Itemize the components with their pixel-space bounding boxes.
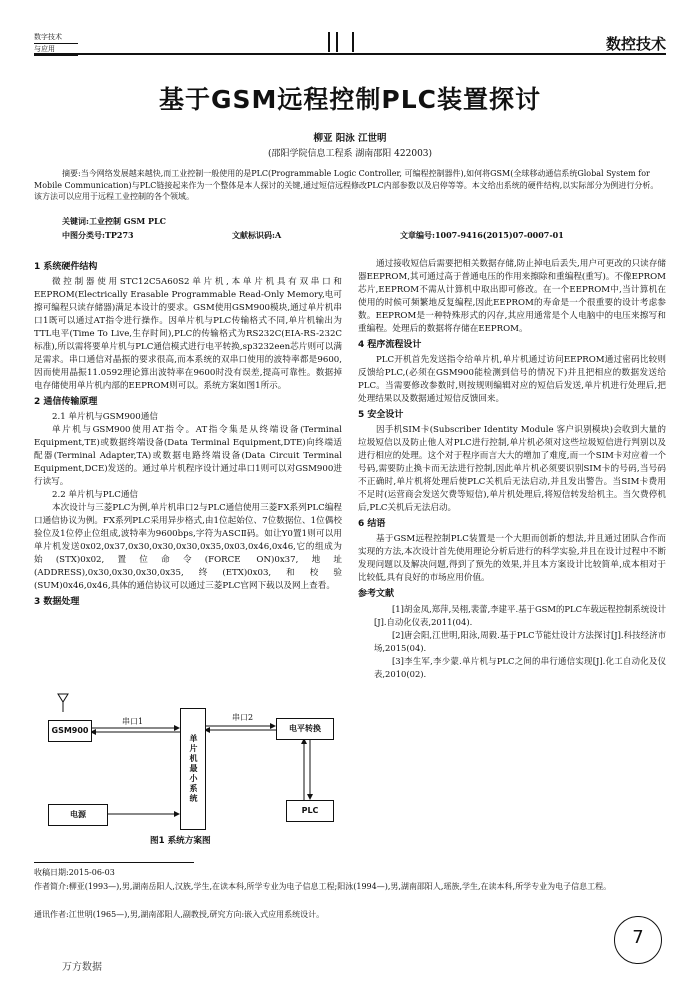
power-box: 电源	[48, 804, 108, 826]
authors: 柳亚 阳泳 江世明	[313, 133, 387, 144]
abstract: 摘要:当今网络发展越来越快,而工业控制一般使用的是PLC(Programmable Logic Controller, 可编程控制器件),如何将GSM(全球移动通信系统Global System for Mobile Communication)与PLC链接起来作为一个整体是本人探讨的关键,通过短信远程修改PLC内部参数以及启停等等。本文给出系统的硬件结构,以实际部分为例进行分析。该方法可以应用于远程工业控制的各个领域。	[34, 169, 659, 202]
affiliation: (邵阳学院信息工程系 湖南邵阳 422003)	[267, 149, 433, 159]
subsection-2-1: 2.1 单片机与GSM900通信	[52, 412, 158, 422]
section-heading-1: 1 系统硬件结构	[34, 262, 98, 272]
keywords: 关键词:工业控制 GSM PLC	[62, 216, 166, 226]
reference-item: [1]胡金凤,郑萍,吴栩,裴蕾,李建平.基于GSM的PLC车载远程控制系统设计[J].自动化仪表,2011(04).	[374, 604, 666, 627]
data-processing-paragraph: 通过接收短信后需要把相关数据存储,防止掉电后丢失,用户可更改的只读存储器EEPROM,其可通过高于普通电压的作用来擦除和重编程(重写)。不像EPROM芯片,EEPROM不需从计算机中取出即可修改。在一个EEPROM中,当计算机在使用的时候可频繁地反复编程,因此EEPROM的寿命是一个很重要的设计考虑参数。EEPROM是一种特殊形式的闪存,其应用通常是个人电脑中的电压来擦写和重编程。处理后的数据将存储在EEPROM。	[358, 259, 666, 334]
section-2-1-paragraph: 单片机与GSM900使用AT指令。AT指令集是从终端设备(Terminal Equipment,TE)或数据终端设备(Data Terminal Equipment,DTE)向终端适配器(Terminal Adapter,TA)或数据电路终端设备(Data Circuit Terminal Equipment,DCE)发送的。通过单片机程序设计通过串口1则可以对GSM900进行读写。	[34, 425, 342, 487]
section-5-paragraph: 因手机SIM卡(Subscriber Identity Module 客户识别模块)会收到大量的垃圾短信以及防止他人对PLC进行控制,单片机必须对这些垃圾短信进行判别以及进行相应的处理。这个对于程序而言大大的增加了难度,而一个SIM卡对应着一个号码,需要防止换卡而无法进行控制,因此单片机必须要识别SIM卡的号码,当号码不正确时,单片机将处理后使PLC关机后无法启动,并且发出警告。当SIM卡费用不足时(运营商会发送欠费等短信),单片机处理后,将短信转发给机主。当欠费停机后,PLC关机后无法启动。	[358, 425, 666, 513]
page-number: 7	[632, 927, 644, 948]
level-shifter-box: 电平转换	[276, 718, 334, 740]
reference-item: [2]唐会阳,江世明,阳泳,周毅.基于PLC节能灶设计方法探讨[J].科技经济市场,2015(04).	[374, 630, 666, 653]
corresponding-author: 通讯作者:江世明(1965—),男,湖南邵阳人,副教授,研究方向:嵌入式应用系统设计。	[34, 910, 325, 919]
section-1-paragraph: 微控制器使用STC12C5A60S2单片机,本单片机具有双串口和EEPROM(Electrically Erasable Programmable Read-Only Memory,电可擦可编程只读存储器)满足本设计的要求。GSM使用GSM900模块,通过单片机串口1既可以通过AT指令进行操作。因单片机与PLC传输格式不同,单片机输出为TTL电平(Time To Live,生存时间),PLC的传输格式为RS232C(EIA-RS-232C标准),所以需将要单片机与PLC通信模式进行电平转换,sp3232een芯片则可以满足需求。串口通信对晶振的要求很高,而本系统的双串口使用的波特率都是9600,因而使用晶振11.0592理论算出波特率在9600时没有误差,提高可靠性。数据掉电存储使用单片机内部的EEPROM则可以。系统方案如图1所示。	[34, 277, 342, 391]
plc-box: PLC	[286, 800, 334, 822]
section-2-2-paragraph: 本次设计与三菱PLC为例,单片机串口2与PLC通信使用三菱FX系列PLC编程口通信协议为例。FX系列PLC采用异步格式,由1位起始位、7位数据位、1位偶校验位及1位停止位组成,波特率为9600bps,字符为ASCⅡ码。如让Y0置1则可以用单片机发送0x02,0x37,0x30,0x30,0x30,0x35,0x03,0x46,0x46,它的组成为始(STX)0x02,置位命令(FORCE ON)0x37,地址(ADDRESS),0x30,0x30,0x30,0x35,终(ETX)0x03,和校验(SUM)0x46,0x46,具体的通信协议可以通过三菱PLC官网下载以及网上查看。	[34, 503, 342, 591]
serial2-label: 串口2	[232, 713, 254, 722]
article-number: 文章编号:1007-9416(2015)07-0007-01	[400, 230, 564, 240]
section-heading-4: 4 程序流程设计	[358, 340, 422, 350]
left-column	[34, 258, 342, 611]
figure-caption: 图1 系统方案图	[150, 836, 211, 846]
author-bio: 作者简介:柳亚(1993—),男,湖南岳阳人,汉族,学生,在读本科,所学专业为电子信息工程;阳泳(1994—),男,湖南邵阳人,瑶族,学生,在读本科,所学专业为电子信息工程。	[34, 882, 612, 891]
gsm900-box: GSM900	[48, 720, 92, 742]
header-rule	[34, 53, 666, 55]
section-6-paragraph: 基于GSM远程控制PLC装置是一个大胆而创新的想法,并且通过团队合作而实现的方法,本次设计首先使用理论分析后进行的科学实验,并且在设计过程中不断发现问题以及解决问题,得到了预先的效果,并且本方案设计比较简单,成本相对于比较低,具有良好的市场应用价值。	[358, 534, 666, 583]
subsection-2-2: 2.2 单片机与PLC通信	[52, 490, 139, 500]
references-heading: 参考文献	[358, 589, 395, 599]
section-heading-6: 6 结语	[358, 519, 386, 529]
clc-number: 中图分类号:TP273	[62, 230, 134, 240]
section-heading-5: 5 安全设计	[358, 410, 404, 420]
document-code: 文献标识码:A	[232, 230, 282, 240]
footnote-rule	[34, 862, 194, 863]
system-diagram	[34, 690, 344, 850]
journal-seal	[614, 916, 662, 964]
reference-item: [3]李生军,李少蒙.单片机与PLC之间的串行通信实现[J].化工自动化及仪表,2010(02).	[374, 656, 666, 679]
section-title: 数控技术	[605, 35, 666, 53]
serial1-label: 串口1	[122, 717, 144, 726]
paper-title: 基于GSM远程控制PLC装置探讨	[158, 85, 541, 114]
section-heading-2: 2 通信传输原理	[34, 397, 98, 407]
watermark: 万方数据	[62, 962, 102, 973]
received-date: 收稿日期:2015-06-03	[34, 868, 115, 877]
section-4-paragraph: PLC开机首先发送指令给单片机,单片机通过访问EEPROM通过密码比较则反馈给PLC,(必须在GSM900能检测到信号的情况下)并且把相应的数据发送给PLC。当需要修改参数时,则按规则编辑对应的短信后发送,单片机进行处理后,把处理结果以及数据通过短信反馈回来。	[358, 355, 666, 404]
mcu-box: 单片机最小系统	[180, 708, 206, 830]
section-heading-3: 3 数据处理	[34, 597, 80, 607]
header-bars-decoration	[322, 32, 362, 52]
right-column	[358, 258, 666, 681]
journal-column-line1: 数字技术	[34, 32, 78, 44]
journal-column-line2: 与应用	[34, 44, 78, 56]
